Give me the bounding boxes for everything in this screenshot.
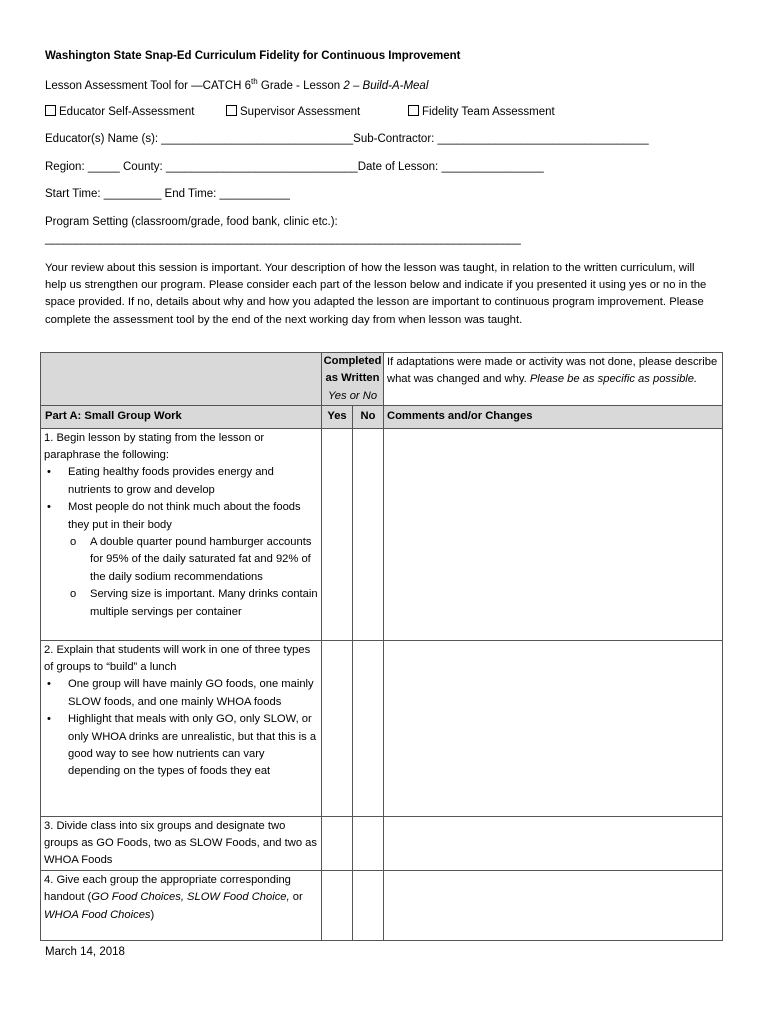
comments-cell[interactable] (384, 428, 723, 640)
lesson-prefix: Lesson Assessment Tool for —CATCH 6 (45, 79, 252, 92)
completed-line1: Completed (323, 355, 382, 367)
yes-cell[interactable] (322, 640, 353, 816)
adapt-italic: Please be as specific as possible. (529, 373, 698, 386)
step-1-subbullet: o Serving size is important. Many drinks contain multiple servings per container (44, 586, 319, 621)
completed-header (322, 353, 384, 406)
step-2-cell (41, 640, 322, 816)
comments-cell[interactable] (384, 870, 723, 940)
lesson-grade: Grade - Lesson (257, 79, 344, 92)
educator-field[interactable]: Educator(s) Name (s): ______________________________Sub-Contractor: _________________________________ (45, 133, 649, 145)
no-cell[interactable] (353, 870, 384, 940)
step-4-slow: SLOW Food Choice, (187, 891, 290, 904)
step-3-cell: 3. Divide class into six groups and designate two groups as GO Foods, two as SLOW Foods, and two as WHOA Foods (41, 816, 322, 870)
comments-header: Comments and/or Changes (384, 406, 723, 428)
no-cell[interactable] (353, 640, 384, 816)
comments-cell[interactable] (384, 816, 723, 870)
checkbox-label: Supervisor Assessment (240, 106, 361, 118)
step-1-lead: 1. Begin lesson by stating from the lesson or paraphrase the following: (44, 431, 265, 462)
step-1-bullet: • Eating healthy foods provides energy and nutrients to grow and develop (44, 464, 319, 499)
lesson-name: 2 – Build-A-Meal (343, 79, 429, 92)
checkbox-label: Fidelity Team Assessment (422, 106, 555, 118)
table-row (41, 816, 723, 870)
adapt-text: If adaptations were made or activity was not done, please describe what was changed and why. (387, 356, 718, 386)
region-field[interactable]: Region: _____ County: ______________________________Date of Lesson: ________________ (45, 161, 544, 173)
step-2-bullet: • Highlight that meals with only GO, only SLOW, or only WHOA drinks are unrealistic, but that this is a good way to see how nutrients can vary depending on the types of foods they eat (44, 711, 319, 781)
intro-paragraph: Your review about this session is important. Your description of how the lesson was taught, in relation to the written curriculum, will help us strengthen our program. Please consider each part of the lesson below and indicate if you presented it using yes or no in the space provided. If no, details about why and how you adapted the lesson are important to continuous program improvement. Please complete the assessment tool by the end of the next working day from when lesson was taught. (45, 262, 707, 326)
checkbox-label: Educator Self-Assessment (59, 106, 195, 118)
no-cell[interactable] (353, 816, 384, 870)
yes-cell[interactable] (322, 816, 353, 870)
footer-date: March 14, 2018 (45, 946, 125, 958)
no-cell[interactable] (353, 428, 384, 640)
yes-header: Yes (322, 406, 353, 428)
step-1-bullet: • Most people do not think much about the foods they put in their body (44, 499, 319, 534)
checkbox-educator[interactable] (45, 105, 195, 118)
step-4-whoa: WHOA Food Choices (44, 908, 151, 921)
table-row (41, 640, 723, 816)
checkbox-fidelity[interactable] (408, 105, 555, 118)
checkbox-icon[interactable] (45, 105, 56, 116)
step-4-lead: 4. Give each group the appropriate corresponding handout ( (44, 873, 291, 904)
yes-cell[interactable] (322, 870, 353, 940)
step-4-end: ) (150, 908, 155, 921)
no-header: No (353, 406, 384, 428)
page-title: Washington State Snap-Ed Curriculum Fidelity for Continuous Improvement (45, 50, 461, 62)
checkbox-icon[interactable] (226, 105, 237, 116)
lesson-sup: th (251, 77, 258, 86)
completed-sub: Yes or No (327, 389, 378, 402)
step-2-lead: 2. Explain that students will work in one of three types of groups to “build” a lunch (44, 643, 311, 674)
comments-cell[interactable] (384, 640, 723, 816)
checkbox-icon[interactable] (408, 105, 419, 116)
yes-cell[interactable] (322, 428, 353, 640)
header-blank-cell (41, 353, 322, 406)
step-1-cell (41, 428, 322, 640)
adapt-header (384, 353, 723, 406)
setting-label: Program Setting (classroom/grade, food bank, clinic etc.): (45, 216, 338, 228)
setting-field[interactable]: ______________________________________________________________________________ (45, 233, 521, 245)
step-4-cell (41, 870, 322, 940)
checkbox-supervisor[interactable] (226, 105, 360, 118)
assessment-table (40, 352, 723, 941)
step-4-go: GO Food Choices, (91, 891, 184, 904)
part-title: Part A: Small Group Work (41, 406, 322, 428)
lesson-line (45, 77, 428, 92)
step-2-bullet: • One group will have mainly GO foods, one mainly SLOW foods, and one mainly WHOA foods (44, 676, 319, 711)
header-row (41, 353, 723, 406)
time-field[interactable]: Start Time: _________ End Time: ___________ (45, 188, 290, 200)
table-row (41, 428, 723, 640)
step-4-or: or (289, 891, 303, 904)
completed-line2: as Written (325, 372, 380, 385)
step-1-subbullet: o A double quarter pound hamburger accounts for 95% of the daily saturated fat and 92% of the daily sodium recommendations (44, 534, 319, 586)
table-row (41, 870, 723, 940)
part-row (41, 406, 723, 428)
